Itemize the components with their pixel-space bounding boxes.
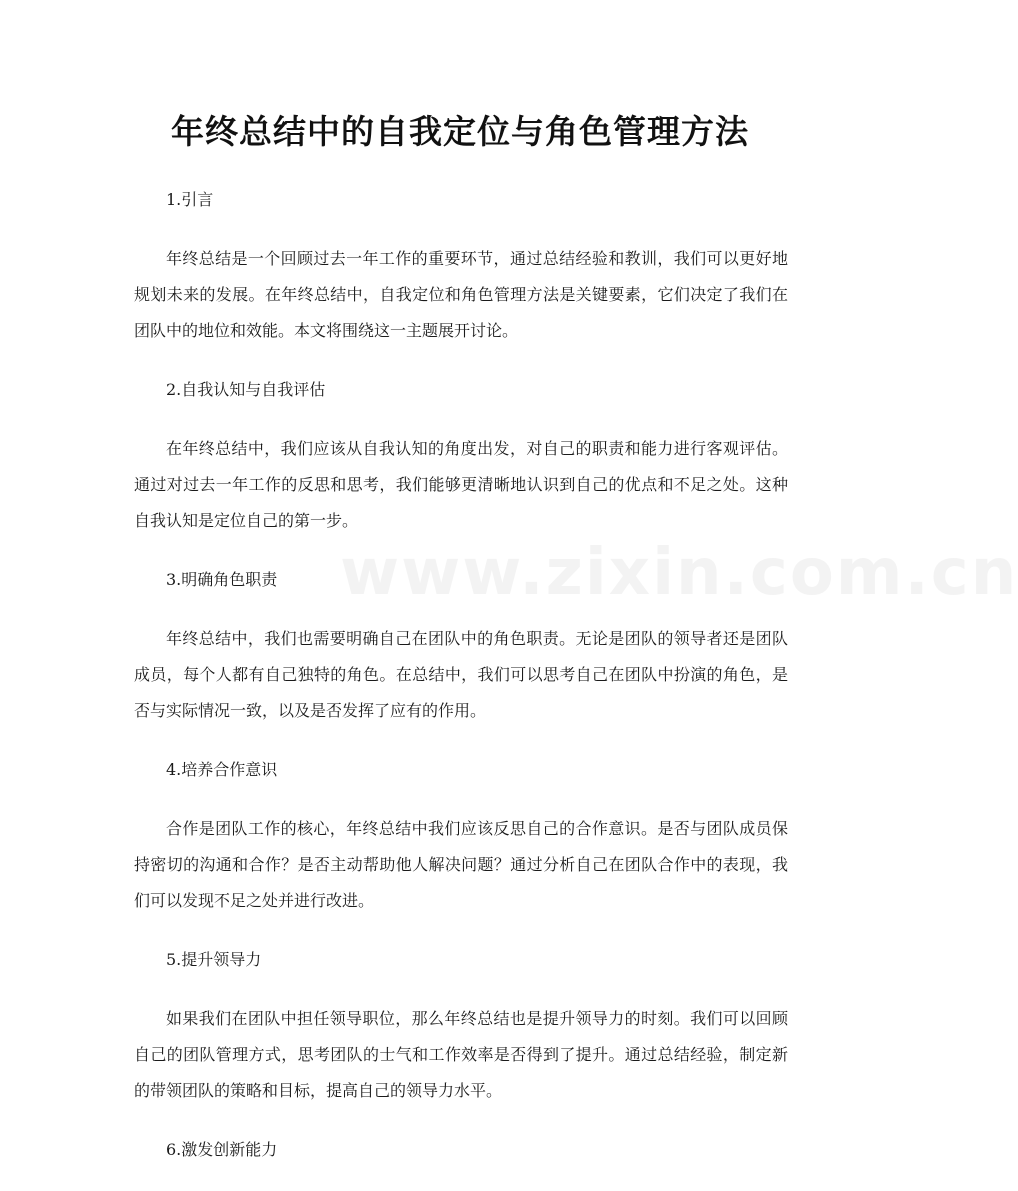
section-paragraph: 如果我们在团队中担任领导职位，那么年终总结也是提升领导力的时刻。我们可以回顾自己的团队管理方式，思考团队的士气和工作效率是否得到了提升。通过总结经验，制定新的带领团队的策略和目标，提高自己的领导力水平。 [134,1009,788,1100]
section-heading: 5.提升领导力 [166,950,262,969]
section-paragraph: 年终总结中，我们也需要明确自己在团队中的角色职责。无论是团队的领导者还是团队成员，每个人都有自己独特的角色。在总结中，我们可以思考自己在团队中扮演的角色，是否与实际情况一致，以及是否发挥了应有的作用。 [134,629,788,720]
section-cooperation [134,752,788,919]
page-title: 年终总结中的自我定位与角色管理方法 [171,112,749,151]
section-heading: 1.引言 [166,190,214,209]
section-heading: 3.明确角色职责 [166,570,278,589]
section-intro [134,182,788,349]
document-body [134,182,788,1191]
section-heading: 6.激发创新能力 [166,1140,278,1159]
section-paragraph: 合作是团队工作的核心，年终总结中我们应该反思自己的合作意识。是否与团队成员保持密切的沟通和合作？是否主动帮助他人解决问题？通过分析自己在团队合作中的表现，我们可以发现不足之处并进行改进。 [134,819,788,910]
section-innovation [134,1132,788,1168]
section-leadership [134,942,788,1109]
section-paragraph: 年终总结是一个回顾过去一年工作的重要环节，通过总结经验和教训，我们可以更好地规划未来的发展。在年终总结中，自我定位和角色管理方法是关键要素，它们决定了我们在团队中的地位和效能。本文将围绕这一主题展开讨论。 [134,249,788,340]
watermark: www.zixin.com.cn [340,536,1018,610]
section-self-awareness [134,372,788,539]
section-role-duties [134,562,788,729]
section-paragraph: 在年终总结中，我们应该从自我认知的角度出发，对自己的职责和能力进行客观评估。通过对过去一年工作的反思和思考，我们能够更清晰地认识到自己的优点和不足之处。这种自我认知是定位自己的第一步。 [134,439,788,530]
section-heading: 4.培养合作意识 [166,760,278,779]
section-heading: 2.自我认知与自我评估 [166,380,326,399]
